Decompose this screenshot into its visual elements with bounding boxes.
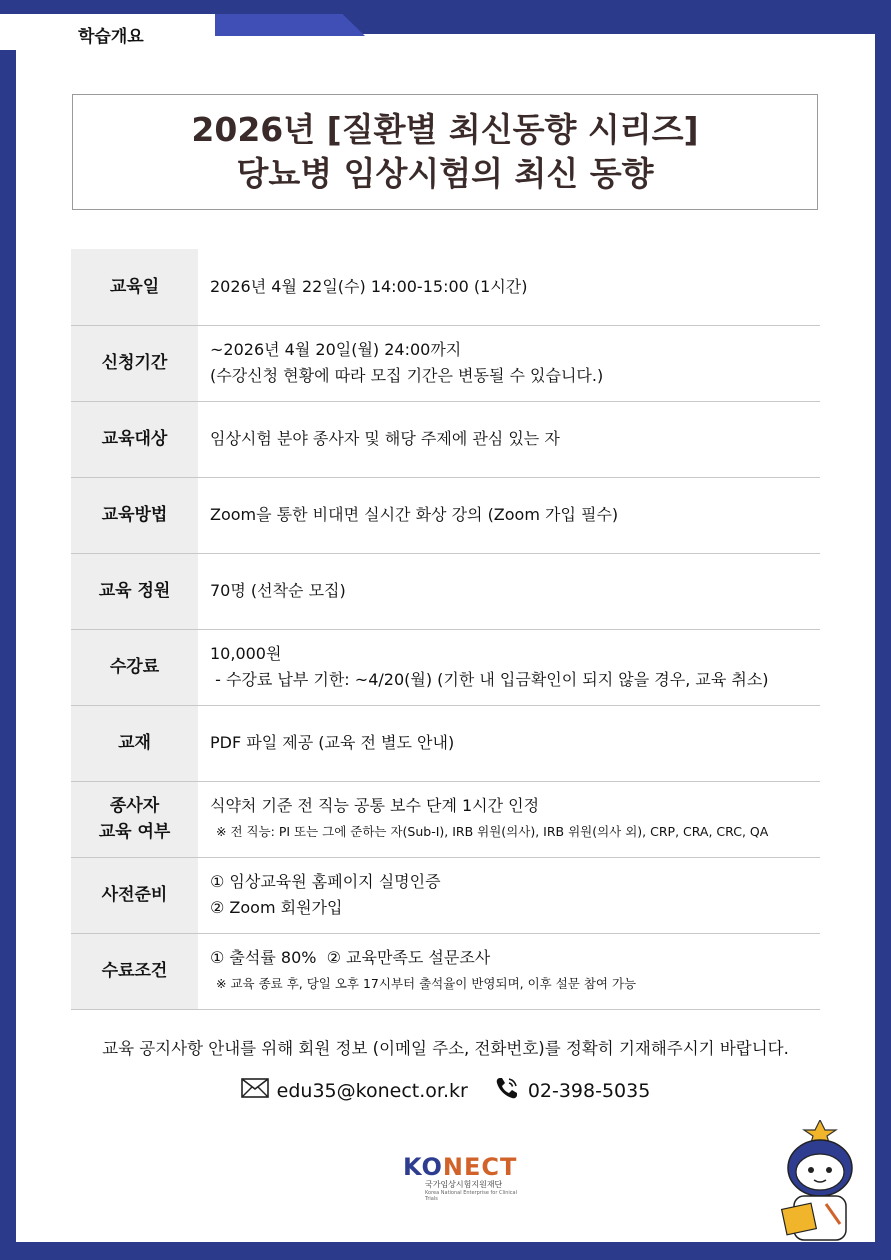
info-row-label: 수강료 (71, 629, 198, 705)
info-row-label: 교육 정원 (71, 553, 198, 629)
info-row-value-line: ① 출석률 80% ② 교육만족도 설문조사 (210, 948, 491, 967)
info-row-value-line: 10,000원 (210, 644, 282, 663)
header-tab-accent (215, 14, 365, 36)
info-row-value (198, 705, 820, 781)
info-row (71, 933, 820, 1009)
phone-link[interactable]: 02-398-5035 (527, 1079, 651, 1102)
info-row (71, 477, 820, 553)
info-row-value-line: ② Zoom 회원가입 (210, 898, 343, 917)
info-row-label: 종사자 교육 여부 (71, 781, 198, 857)
konect-logo (403, 1153, 523, 1201)
info-row-value (198, 629, 820, 705)
title-line-2: 당뇨병 임상시험의 최신 동향 (236, 154, 654, 193)
title-box (72, 94, 818, 210)
info-row-note: ※ 교육 종료 후, 당일 오후 17시부터 출석율이 반영되며, 이후 설문 참여 가능 (216, 976, 637, 991)
info-row-value (198, 401, 820, 477)
info-row (71, 705, 820, 781)
info-row-value (198, 249, 820, 325)
title-line-1: 2026년 [질환별 최신동향 시리즈] (191, 110, 699, 149)
info-row (71, 401, 820, 477)
info-row-value-line: - 수강료 납부 기한: ~4/20(월) (기한 내 입금확인이 되지 않을 경우, 교육 취소) (210, 670, 769, 689)
logo-wordmark: KONECT (403, 1153, 518, 1181)
info-row-value (198, 933, 820, 1009)
info-row-note: ※ 전 직능: PI 또는 그에 준하는 자(Sub-I), IRB 위원(의사), IRB 위원(의사 외), CRP, CRA, CRC, QA (216, 824, 769, 839)
info-row-value (198, 781, 820, 857)
logo-english-name: Korea National Enterprise for Clinical Trials (425, 1190, 517, 1202)
info-table (71, 249, 820, 1010)
header-tab-label: 학습개요 (78, 27, 144, 47)
info-row (71, 249, 820, 325)
logo-korean-name: 국가임상시험지원재단 (425, 1180, 503, 1189)
info-row-value-line: 70명 (선착순 모집) (210, 581, 346, 600)
contact-email (241, 1078, 468, 1103)
info-row-value-line: ① 임상교육원 홈페이지 실명인증 (210, 872, 441, 891)
phone-icon (494, 1075, 520, 1106)
info-row-value (198, 857, 820, 933)
info-row-label: 교육방법 (71, 477, 198, 553)
info-row-label: 수료조건 (71, 933, 198, 1009)
info-row-label: 사전준비 (71, 857, 198, 933)
email-link[interactable]: edu35@konect.or.kr (276, 1079, 468, 1102)
info-row-value-line: ~2026년 4월 20일(월) 24:00까지 (210, 340, 462, 359)
info-row-value-line: Zoom을 통한 비대면 실시간 화상 강의 (Zoom 가입 필수) (210, 505, 619, 524)
info-row-value-line: (수강신청 현황에 따라 모집 기간은 변동될 수 있습니다.) (210, 366, 604, 385)
info-row (71, 325, 820, 401)
info-row-value (198, 477, 820, 553)
mascot-image (780, 1120, 860, 1250)
info-row-value-line: 식약처 기준 전 직능 공통 보수 단계 1시간 인정 (210, 796, 540, 815)
contact-phone (494, 1075, 651, 1106)
info-row (71, 857, 820, 933)
info-row-value (198, 325, 820, 401)
info-row (71, 781, 820, 857)
info-row-value-line: 임상시험 분야 종사자 및 해당 주제에 관심 있는 자 (210, 429, 560, 448)
contact-row (0, 1075, 891, 1106)
info-table-body (71, 249, 820, 1009)
info-row-label: 교육일 (71, 249, 198, 325)
info-row (71, 553, 820, 629)
info-row-label: 신청기간 (71, 325, 198, 401)
envelope-icon (241, 1078, 269, 1103)
info-row-label: 교육대상 (71, 401, 198, 477)
info-row-value-line: PDF 파일 제공 (교육 전 별도 안내) (210, 733, 455, 752)
notice-text: 교육 공지사항 안내를 위해 회원 정보 (이메일 주소, 전화번호)를 정확히 기재해주시기 바랍니다. (102, 1039, 789, 1058)
info-row-label: 교재 (71, 705, 198, 781)
info-row-value-line: 2026년 4월 22일(수) 14:00-15:00 (1시간) (210, 276, 528, 296)
info-row (71, 629, 820, 705)
info-row-value (198, 553, 820, 629)
